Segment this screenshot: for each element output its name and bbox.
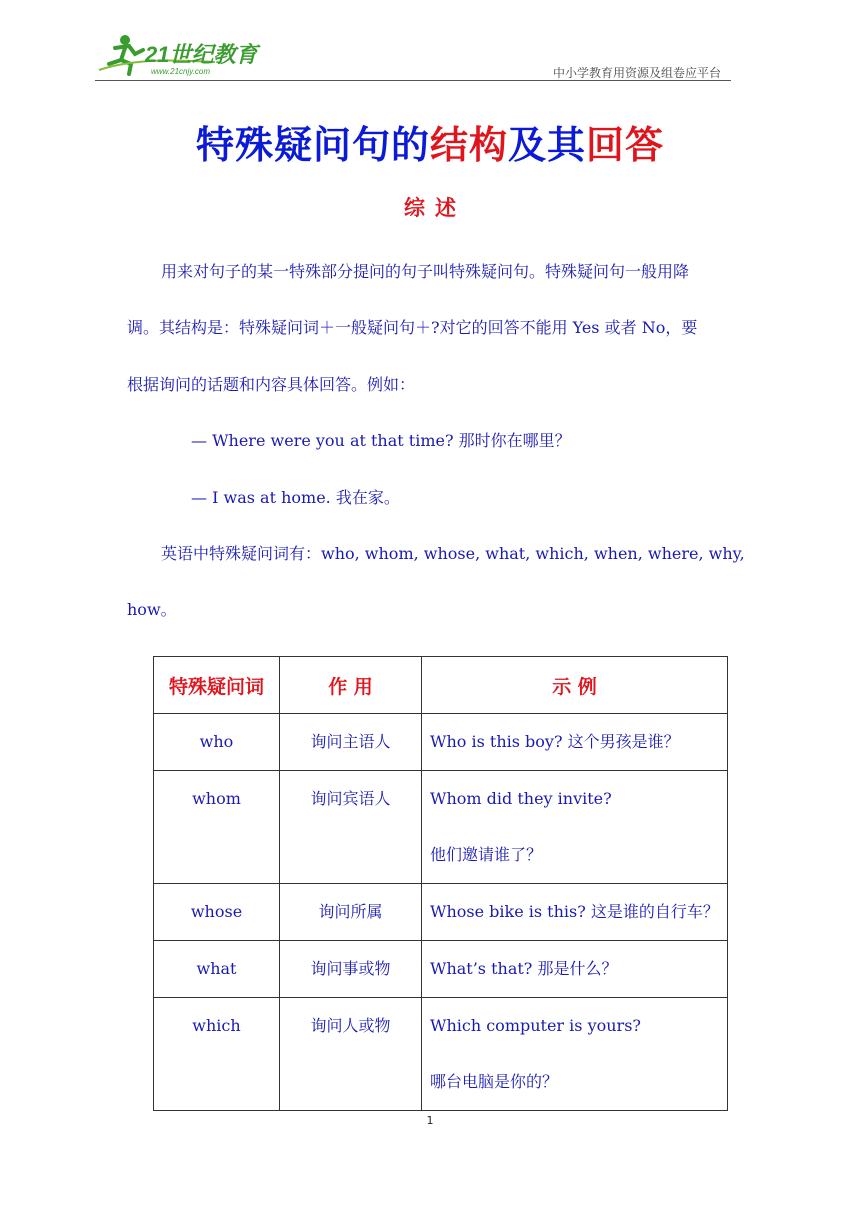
- question-use: 询问人或物: [310, 1016, 391, 1035]
- header-rule: [95, 80, 731, 81]
- question-word-table: [153, 656, 728, 1111]
- table-row: [154, 771, 728, 884]
- question-word: who: [199, 732, 234, 751]
- para-1-line-1: 用来对句子的某一特殊部分提问的句子叫特殊疑问句。特殊疑问句一般用降: [161, 262, 690, 281]
- example-translation: 他们邀请谁了？: [430, 845, 543, 864]
- svg-text:21世纪教育: 21世纪教育: [145, 42, 258, 67]
- table-row: [154, 884, 728, 941]
- section-subtitle: 综述: [404, 195, 466, 220]
- table-header-use: 作 用: [280, 657, 422, 714]
- para-2-line-2: how。: [127, 600, 177, 619]
- example-text: Whose bike is this? 这是谁的自行车？: [430, 902, 719, 921]
- site-logo: [95, 34, 265, 78]
- para-1-line-3: 根据询问的话题和内容具体回答。例如：: [127, 375, 416, 394]
- table-header-row: [154, 657, 728, 714]
- page-title: [0, 114, 860, 169]
- question-word: which: [192, 1016, 241, 1035]
- para-2-line-1: 英语中特殊疑问词有：who, whom, whose, what, which, when, where, why,: [161, 544, 745, 563]
- question-use: 询问所属: [318, 902, 383, 921]
- title-part-3: 及其: [508, 122, 587, 167]
- table-row: [154, 998, 728, 1111]
- question-use: 询问事或物: [310, 959, 391, 978]
- table-row: [154, 714, 728, 771]
- table-header-example: 示 例: [422, 657, 728, 714]
- example-text: Whom did they invite?: [430, 789, 612, 808]
- table-row: [154, 941, 728, 998]
- title-part-2: 结构: [429, 122, 508, 167]
- question-word: whose: [190, 902, 243, 921]
- title-part-4: 回答: [586, 122, 665, 167]
- example-translation: 哪台电脑是你的？: [430, 1072, 559, 1091]
- question-use: 询问主语人: [310, 732, 391, 751]
- example-answer: — I was at home. 我在家。: [191, 488, 400, 507]
- page-number: 1: [426, 1114, 434, 1127]
- question-use: 询问宾语人: [310, 789, 391, 808]
- example-text: Which computer is yours?: [430, 1016, 641, 1035]
- example-question: — Where were you at that time? 那时你在哪里？: [191, 431, 571, 450]
- title-part-1: 特殊疑问句的: [195, 122, 430, 167]
- header-right-text: 中小学教育用资源及组卷应平台: [552, 66, 721, 80]
- para-1-line-2: 调。其结构是：特殊疑问词＋一般疑问句＋?对它的回答不能用 Yes 或者 No，要: [127, 318, 698, 337]
- page-header: [95, 34, 731, 80]
- question-word: whom: [192, 789, 241, 808]
- example-text: What’s that? 那是什么？: [430, 959, 618, 978]
- svg-text:www.21cnjy.com: www.21cnjy.com: [151, 67, 210, 76]
- example-text: Who is this boy? 这个男孩是谁？: [430, 732, 680, 751]
- question-word: what: [196, 959, 237, 978]
- table-header-word: 特殊疑问词: [154, 657, 280, 714]
